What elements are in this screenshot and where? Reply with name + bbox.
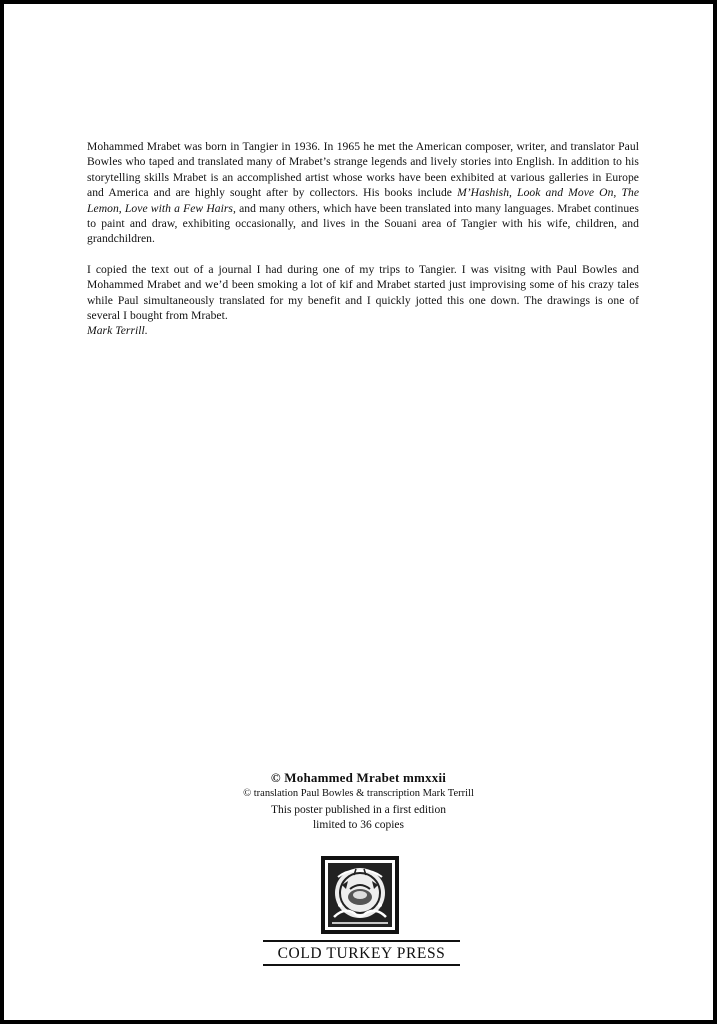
book-title-mhashish: M’Hashish, [457, 186, 512, 200]
edition-line: This poster published in a first edition [270, 804, 447, 816]
press-rule-bottom [263, 964, 460, 966]
journal-note: I copied the text out of a journal I had during one of my trips to Tangier. I was visitng with Paul Bowles and Mohammed Mrabet and we’d been smoking a lot of kif and Mrabet started just improvising some of his crazy tales while Paul simultaneously translated for my benefit and I quickly jotted this one down. The drawings is one of several I bought from Mrabet. [87, 262, 639, 323]
press-logo-icon [320, 855, 400, 935]
bio-paragraph-1 [87, 139, 639, 247]
poster-page [4, 4, 713, 1020]
bio-intro: Mohammed Mrabet was born in Tangier in 1936. In 1965 he met the American composer, writer, and translator Paul Bowles who taped and translated many of Mrabet’s strange legends and lively stories into English. In addition to his storytelling skills Mrabet is an accomplished artist whose works have been exhibited at various galleries in Europe and America and are highly sought after by collectors. His books include [87, 140, 639, 200]
translation-credit: © translation Paul Bowles & transcription Mark Terrill [243, 788, 474, 799]
copyright-line: © Mohammed Mrabet mmxxii [270, 770, 447, 785]
bio-text [87, 139, 639, 339]
book-title-look-and-move-on: Look and Move On, [517, 186, 617, 200]
bio-outro: and many others, which have been translated into many languages. Mrabet continues to paint and draw, exhibiting occasionally, and lives in the Souani area of Tangier with his wife, children, and grandchildren. [87, 201, 639, 246]
copies-line: limited to 36 copies [312, 819, 405, 831]
book-title-the-lemon: The Lemon, [87, 186, 640, 215]
book-title-love-with-a-few-hairs: Love with a Few Hairs, [124, 201, 236, 215]
signature: Mark Terrill. [87, 324, 148, 338]
colophon [4, 770, 713, 833]
press-rule-top [263, 940, 460, 942]
press-name: COLD TURKEY PRESS [277, 945, 446, 962]
bio-paragraph-2 [87, 262, 639, 339]
